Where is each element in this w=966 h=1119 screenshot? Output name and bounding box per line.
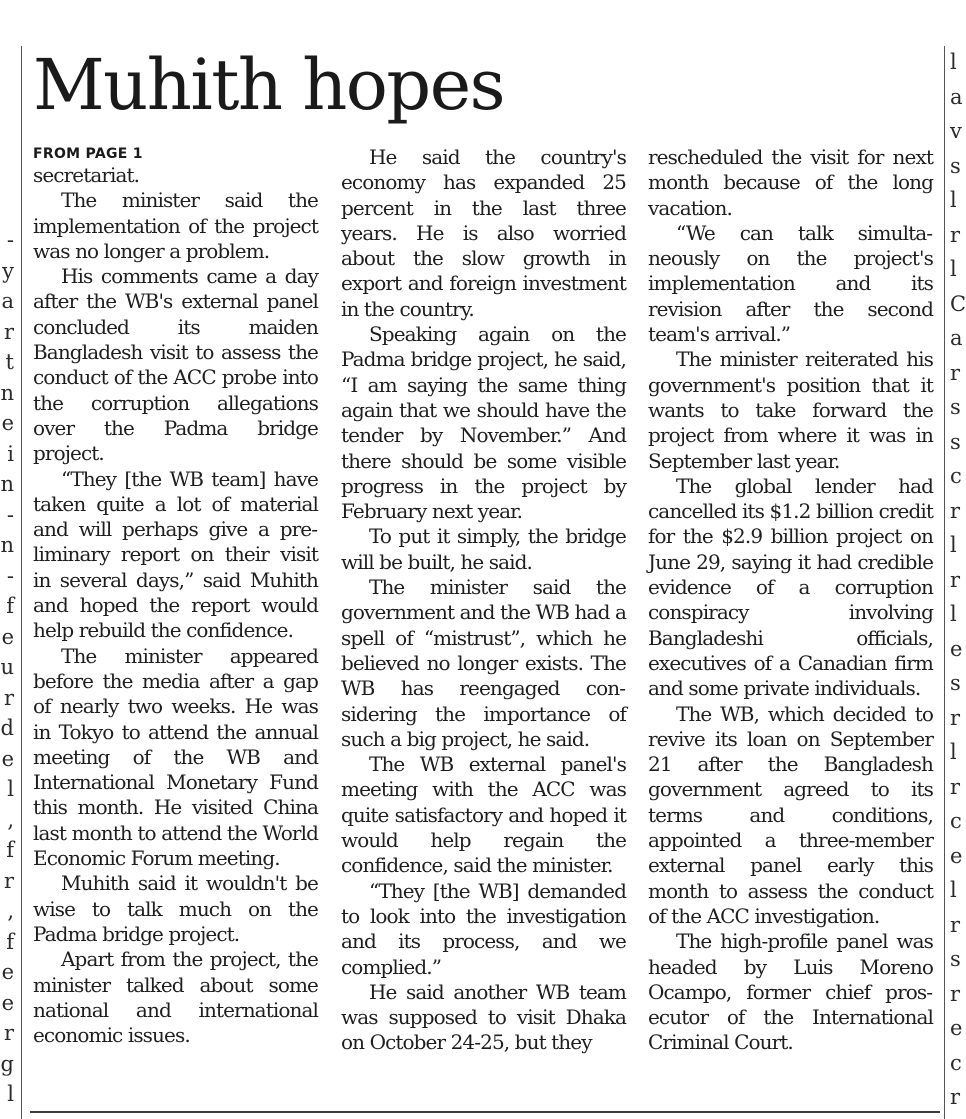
edge-letter: l xyxy=(950,50,957,74)
edge-letter: e xyxy=(1,411,14,435)
paragraph: He said the country's economy has expanded 25 percent in the last three years. He is also worried about the slow growth in export and foreign investment in the country. xyxy=(341,145,626,321)
edge-letter: s xyxy=(950,395,961,419)
edge-letter: r xyxy=(950,981,961,1006)
edge-letter: r xyxy=(950,360,961,385)
bottom-rule xyxy=(30,1111,940,1113)
paragraph: The WB external panel's meeting with the ACC was quite satisfactory and hoped it would help regain the confidence, said the minister. xyxy=(341,752,626,878)
edge-letter: e xyxy=(1,960,14,984)
edge-letter: r xyxy=(3,319,14,344)
edge-letter: l xyxy=(950,533,957,557)
paragraph: The global lender had cancelled its $1.2 billion credit for the $2.9 billion project on June 29, saying it had credible evidence of a corruption conspiracy involving Bangladeshi officials, executives of a Canadian firm and some private individuals. xyxy=(648,473,933,701)
edge-letter: r xyxy=(950,222,961,247)
paragraph: His comments came a day after the WB's external panel concluded its maiden Bangladesh visit to assess the conduct of the ACC probe into the corruption allegations over the Padma bridge project. xyxy=(33,264,318,466)
edge-letter: a xyxy=(950,326,963,350)
edge-letter: l xyxy=(950,257,957,281)
edge-letter: l xyxy=(950,188,957,212)
paragraph: To put it simply, the bridge will be built, he said. xyxy=(341,524,626,574)
article-column-1 xyxy=(33,145,318,1048)
paragraph: The WB, which decided to revive its loan on September 21 after the Bangladesh government agreed to its terms and conditions, appointed a three-member external panel early this month to assess the conduct of the ACC investigation. xyxy=(648,701,933,928)
edge-letter: c xyxy=(950,464,962,488)
edge-letter: r xyxy=(950,774,961,799)
edge-letter: - xyxy=(6,563,14,588)
paragraph: “We can talk simultaneously on the project's implementation and its revision after the second team's arrival.” xyxy=(648,220,933,347)
edge-letter: e xyxy=(950,636,963,661)
edge-letter: s xyxy=(950,153,961,178)
edge-letter: r xyxy=(950,705,961,730)
edge-letter: y xyxy=(2,258,14,283)
edge-letter: - xyxy=(6,228,14,252)
article-column-2 xyxy=(341,145,626,1056)
edge-letter: r xyxy=(950,498,961,523)
edge-letter: a xyxy=(950,84,963,109)
edge-letter: a xyxy=(1,289,14,313)
left-adjacent-column-fragment xyxy=(0,0,18,1119)
edge-letter: C xyxy=(950,291,966,316)
paragraph: The high-profile panel was headed by Luis Moreno Ocampo, former chief prosecutor of the International Criminal Court. xyxy=(648,929,933,1055)
edge-letter: n xyxy=(0,472,14,496)
edge-letter: r xyxy=(950,1085,961,1109)
paragraph: Muhith said it wouldn't be wise to talk much on the Padma bridge project. xyxy=(33,871,318,946)
right-column-rule xyxy=(944,46,945,1119)
edge-letter: r xyxy=(950,567,961,592)
edge-letter: r xyxy=(3,685,14,710)
paragraph: Apart from the project, the minister talked about some national and international economic issues. xyxy=(33,947,318,1048)
edge-letter: n xyxy=(0,380,14,405)
edge-letter: r xyxy=(3,868,14,893)
edge-letter: c xyxy=(950,809,962,833)
edge-letter: d xyxy=(0,716,14,740)
edge-letter: f xyxy=(6,929,14,954)
edge-letter: r xyxy=(950,912,961,937)
edge-letter: e xyxy=(1,624,14,649)
paragraph: “They [the WB] demanded to look into the investigation and its process, and we complied.” xyxy=(341,878,626,979)
edge-letter: e xyxy=(1,746,14,771)
edge-letter: l xyxy=(950,878,957,902)
right-adjacent-column-fragment xyxy=(948,0,966,1119)
edge-letter: e xyxy=(1,990,14,1015)
edge-letter: l xyxy=(7,777,14,801)
edge-letter: l xyxy=(7,1082,14,1106)
paragraph: secretariat. xyxy=(33,163,140,187)
paragraph: The minister reiterated his government's position that it wants to take forward the project from where it was in September last year. xyxy=(648,347,933,473)
edge-letter: c xyxy=(950,1050,962,1075)
edge-letter: , xyxy=(7,899,14,923)
edge-letter: u xyxy=(0,655,14,679)
paragraph: The minister said the implementation of the project was no longer a problem. xyxy=(33,188,318,263)
edge-letter: s xyxy=(950,947,961,971)
paragraph: rescheduled the visit for next month because of the long vacation. xyxy=(648,145,933,220)
edge-letter: l xyxy=(950,740,957,764)
paragraph: The minister said the government and the WB had a spell of “mistrust”, which he believed no longer exists. The WB has reengaged considering the importance of such a big project, he said. xyxy=(341,575,626,751)
article-column-3 xyxy=(648,145,933,1056)
continued-from-label: FROM PAGE 1 xyxy=(33,146,143,162)
edge-letter: s xyxy=(950,671,961,695)
edge-letter: t xyxy=(5,350,14,374)
edge-letter: , xyxy=(7,807,14,832)
paragraph: The minister appeared before the media after a gap of nearly two weeks. He was in Tokyo to attend the annual meeting of the WB and International Monetary Fund this month. He visited China last month to attend the World Economic Forum meeting. xyxy=(33,643,318,871)
paragraph: He said another WB team was supposed to visit Dhaka on October 24-25, but they xyxy=(341,979,626,1055)
edge-letter: i xyxy=(7,441,14,466)
edge-letter: f xyxy=(6,594,14,618)
edge-letter: - xyxy=(6,502,14,527)
edge-letter: n xyxy=(0,533,14,557)
edge-letter: v xyxy=(950,119,962,143)
edge-letter: s xyxy=(950,429,961,454)
headline: Muhith hopes xyxy=(33,44,505,126)
edge-letter: g xyxy=(0,1051,14,1076)
paragraph: Speaking again on the Padma bridge project, he said, “I am saying the same thing again that we should have the tender by November.” And there should be some visible progress in the project by February next year. xyxy=(341,322,626,524)
edge-letter: f xyxy=(6,838,14,862)
edge-letter: l xyxy=(950,602,957,626)
edge-letter: e xyxy=(950,843,963,868)
edge-letter: r xyxy=(3,1021,14,1045)
left-column-rule xyxy=(21,46,22,1119)
paragraph: “They [the WB team] have taken quite a lot of material and will perhaps give a preliminary report on their visit in several days,” said Muhith and hoped the report would help rebuild the confidence. xyxy=(33,466,318,643)
edge-letter: e xyxy=(950,1016,963,1040)
